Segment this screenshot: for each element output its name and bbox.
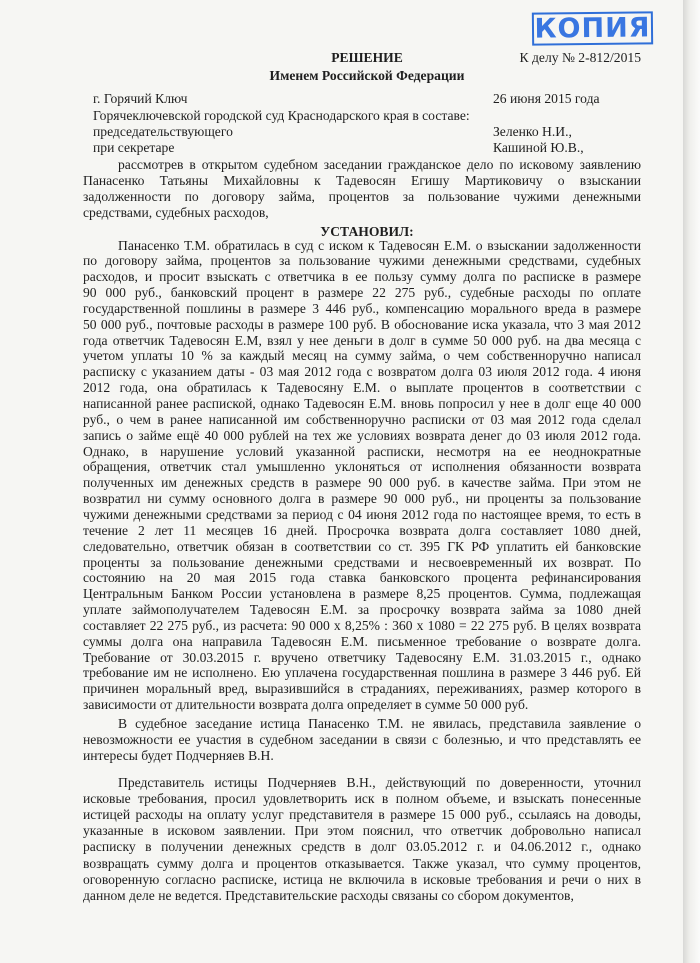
text-line: запись о займе ещё 40 000 рублей на тех же условиях возврата денег до 03 июля 2012 года.: [83, 427, 641, 443]
text-line: исковые требования, просил удовлетворить иск в полном объеме, и взыскать понесенные: [83, 790, 641, 806]
text-line: состоянию на 20 мая 2015 года ставка банковского процента рефинансирования: [83, 570, 641, 586]
court-name: Горячеключевской городской суд Краснодарского края в составе:: [93, 108, 470, 123]
text-line: Центральным Банком России установлена в размере 8,25 процентов. Сумма, подлежащая: [83, 586, 641, 602]
copy-stamp-text: КОПИЯ: [534, 12, 651, 45]
secretary-name: Кашиной Ю.В.,: [493, 140, 584, 155]
text-line: В судебное заседание истица Панасенко Т.М. не явилась, представила заявление о: [118, 715, 641, 731]
presiding-label: председательствующего: [93, 124, 233, 139]
decision-date: 26 июня 2015 года: [493, 91, 600, 106]
presiding-judge: Зеленко Н.И.,: [493, 124, 572, 139]
section-heading: УСТАНОВИЛ:: [320, 224, 414, 239]
text-line: 50 000 руб., почтовые расходы в размере 100 руб. В обоснование иска указала, что 3 мая 2012: [83, 316, 641, 332]
text-line: Представитель истицы Подчерняев В.Н., действующий по доверенности, уточнил: [118, 774, 641, 790]
text-line: истицей расходы на оплату услуг представителя в размере 15 000 руб., ссылаясь на доводы,: [83, 806, 641, 822]
text-line: по договору займа, процентов за пользование чужими денежными средствами, судебных: [83, 253, 641, 269]
text-line: рассмотрев в открытом судебном заседании гражданское дело по исковому заявлению: [118, 156, 641, 172]
text-line: расписку с указанием даты - 03 мая 2012 года с возвратом долга 03 июля 2012 года. 4 июня: [83, 364, 641, 380]
text-line: средствами, судебных расходов,: [83, 205, 269, 221]
text-line: Панасенко Татьяны Михайловны к Тадевосян Егишу Мартиковичу о взыскании: [83, 172, 641, 188]
text-line: Панасенко Т.М. обратилась в суд с иском к Тадевосян Е.М. о взыскании задолженности: [118, 237, 641, 253]
text-line: года ответчик Тадевосян Е.М, взял у нее деньги в долг в сумме 50 000 руб. на два месяца с: [83, 332, 641, 348]
text-line: государственной пошлины в размере 3 446 руб., компенсацию морального вреда в размере: [83, 300, 641, 316]
text-line: зависимости от длительности возврата долга определяет в сумме 50 000 руб.: [83, 697, 529, 713]
document-subtitle: Именем Российской Федерации: [269, 68, 465, 83]
text-line: 90 000 руб., банковский процент в размере 22 275 руб., судебные расходы по оплате: [83, 285, 641, 301]
text-line: руб., о чем в ранее написанной им собственноручно расписки от 03 мая 2012 года сделал: [83, 411, 641, 427]
text-line: суммы долга она направила Тадевосян Е.М. письменное требование о возврате долга.: [83, 633, 641, 649]
city: г. Горячий Ключ: [93, 91, 188, 106]
text-line: следовательно, ответчик обязан в соответствии со ст. 395 ГК РФ уплатить ей банковские: [83, 538, 641, 554]
copy-stamp: [532, 11, 653, 45]
text-line: оговоренную согласно расписке, истица не включила в исковые требования и речи о них в: [83, 871, 641, 887]
text-line: интересы будет Подчерняев В.Н.: [83, 747, 274, 763]
text-line: учетом уплаты 10 % за каждый месяц на сумму займа, о чем собственноручно написал: [83, 348, 641, 364]
text-line: полученных им денежных средств в размере 90 000 руб. в качестве займа. При этом не: [83, 475, 641, 491]
text-line: Требование от 30.03.2015 г. вручено ответчику Тадевосяну Е.М. 31.03.2015 г., однако: [83, 649, 641, 665]
text-line: причинен моральный вред, выразившийся в страданиях, переживаниях, размер которого в: [83, 681, 641, 697]
document-title: РЕШЕНИЕ: [331, 50, 403, 65]
text-line: обращения, ответчик стал умышленно уклоняться от исполнения обязанности возврата: [83, 459, 641, 475]
text-line: чужими денежными средствами за период с 04 июня 2012 года по настоящее время, то есть в: [83, 506, 641, 522]
text-line: Однако, в нарушение условий указанной расписки, несмотря на ее неоднократные: [83, 443, 641, 459]
text-line: задолженности по договору займа, процентов за пользование чужими денежными: [83, 189, 641, 205]
text-line: уплате займополучателем Тадевосян Е.М. за просрочку возврата займа за 1080 дней: [83, 602, 641, 618]
secretary-label: при секретаре: [93, 140, 175, 155]
text-line: невозможности ее участия в судебном заседании в связи с болезнью, и что представлять ее: [83, 731, 641, 747]
text-line: указанные в исковом заявлении. При этом пояснил, что ответчик добровольно написал: [83, 823, 641, 839]
text-line: расписку в получении денежных средств в долг 03.05.2012 г. и 04.06.2012 г., однако: [83, 839, 641, 855]
text-line: течение 2 лет 11 месяцев 16 дней. Просрочка возврата долга составляет 1080 дней,: [83, 522, 641, 538]
text-line: возвращать сумму долга и процентов отказывается. Также указал, что сумму процентов,: [83, 855, 641, 871]
text-line: составляет 22 275 руб., из расчета: 90 000 х 8,25% : 360 х 1080 = 22 275 руб. В целях возврата: [83, 617, 641, 633]
text-line: проценты за пользование денежными средствами и несвоевременный их возврат. По: [83, 554, 641, 570]
text-line: возвратил ни сумму основного долга в размере 90 000 руб., ни проценты за пользование: [83, 491, 641, 507]
text-line: данном деле не ведется. Представительские расходы связаны со сбором документов,: [83, 887, 574, 903]
text-line: 2012 года, она обратилась к Тадевосяну Е.М. о выплате процентов в соответствии с: [83, 380, 641, 396]
text-line: требование им не исполнено. Ею уплачена государственная пошлина в размере 3 446 руб. Ей: [83, 665, 641, 681]
case-number: К делу № 2-812/2015: [519, 50, 641, 65]
text-line: расходов, и просит взыскать с ответчика в ее пользу сумму долга по расписке в размере: [83, 269, 641, 285]
text-line: написанной ранее распиской, однако Тадевосян Е.М. вновь попросил у нее в долг еще 40 000: [83, 396, 641, 411]
scan-edge-shadow: [683, 0, 700, 963]
